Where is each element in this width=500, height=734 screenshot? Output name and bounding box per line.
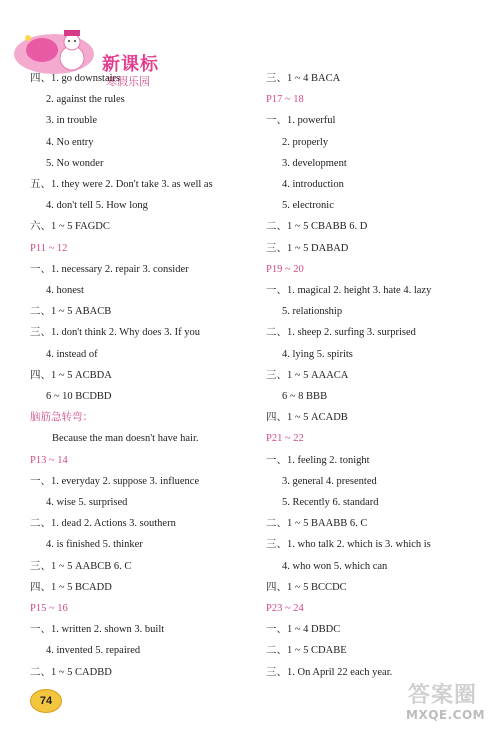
answer-line: 4. honest [46,285,84,296]
answer-line: 一、1. everyday 2. suppose 3. influence [30,475,200,487]
answer-line: 一、1 ~ 4 DBDC [266,624,341,636]
answer-line: 一、1. powerful [266,115,336,127]
answer-line: 四、1 ~ 5 ACADB [266,412,348,424]
answer-line: 3. in trouble [46,115,98,127]
answer-line: 2. properly [282,136,329,148]
answer-line: 二、1. dead 2. Actions 3. southern [30,518,176,530]
answer-line: 6 ~ 10 BCDBD [46,391,112,402]
answer-line: 4. wise 5. surprised [46,497,128,508]
answer-line: 4. instead of [46,348,98,360]
answer-line: 三、1 ~ 5 DABAD [266,242,349,254]
answer-line: 3. development [282,157,347,169]
answer-line: 3. general 4. presented [282,475,377,487]
logo-title: 新课标 [102,54,159,75]
answer-line: 6 ~ 8 BBB [282,391,328,402]
watermark [402,678,494,728]
answer-line: 2. against the rules [46,94,125,106]
answer-line: 二、1 ~ 5 BAABB 6. C [266,518,368,530]
answer-line: 4. who won 5. which can [282,560,388,572]
answer-line: 三、1. who talk 2. which is 3. which is [266,539,431,551]
answer-line: 二、1. sheep 2. surfing 3. surprised [266,327,416,339]
logo-subtitle: 寒假乐园 [106,75,150,88]
answer-line: 二、1 ~ 5 ABACB [30,306,112,318]
answer-line: 一、1. magical 2. height 3. hate 4. lazy [266,285,432,296]
answer-line: 5. relationship [282,306,343,318]
answer-line: 一、1. written 2. shown 3. built [30,624,165,636]
section-heading: 脑筋急转弯： [30,412,93,424]
answer-line: 三、1 ~ 4 BACA [266,73,341,84]
answer-line: 二、1 ~ 5 CADBD [30,666,112,678]
answer-line: 5. Recently 6. standard [282,497,379,508]
answer-line: 4. invented 5. repaired [46,645,141,657]
section-heading: P17 ~ 18 [266,94,304,106]
answer-line: 四、1. go downstairs [30,73,121,84]
answer-line: Because the man doesn't have hair. [52,433,199,445]
answer-line: 三、1. don't think 2. Why does 3. If you [30,327,200,339]
answer-line: 五、1. they were 2. Don't take 3. as well as [30,179,213,190]
section-heading: P23 ~ 24 [266,603,304,614]
watermark-text: 答案圈 [408,683,478,708]
answer-line: 六、1 ~ 5 FAGDC [30,221,110,233]
section-heading: P21 ~ 22 [266,433,304,445]
answer-line: 一、1. necessary 2. repair 3. consider [30,263,189,275]
section-heading: P11 ~ 12 [30,242,68,254]
answer-line: 4. introduction [282,179,344,190]
answer-line: 4. is finished 5. thinker [46,539,143,551]
page-number: 74 [30,689,62,713]
section-heading: P19 ~ 20 [266,263,304,275]
answer-line: 4. No entry [46,136,94,148]
section-heading: P15 ~ 16 [30,603,68,614]
section-heading: P13 ~ 14 [30,454,68,466]
answer-line: 三、1 ~ 5 AABCB 6. C [30,560,132,572]
watermark-url: MXQE.COM [406,708,486,722]
answer-line: 二、1 ~ 5 CBABB 6. D [266,221,368,233]
answer-line: 5. No wonder [46,157,104,169]
answer-line: 一、1. feeling 2. tonight [266,454,370,466]
answer-line: 四、1 ~ 5 ACBDA [30,369,112,381]
answer-line: 三、1. On April 22 each year. [266,666,393,678]
answer-line: 4. lying 5. spirits [282,348,353,360]
answer-line: 二、1 ~ 5 CDABE [266,645,347,657]
answer-line: 5. electronic [282,200,334,212]
answer-line: 四、1 ~ 5 BCCDC [266,581,347,593]
answer-line: 四、1 ~ 5 BCADD [30,581,112,593]
answer-line: 三、1 ~ 5 AAACA [266,369,349,381]
answer-line: 4. don't tell 5. How long [46,200,148,212]
